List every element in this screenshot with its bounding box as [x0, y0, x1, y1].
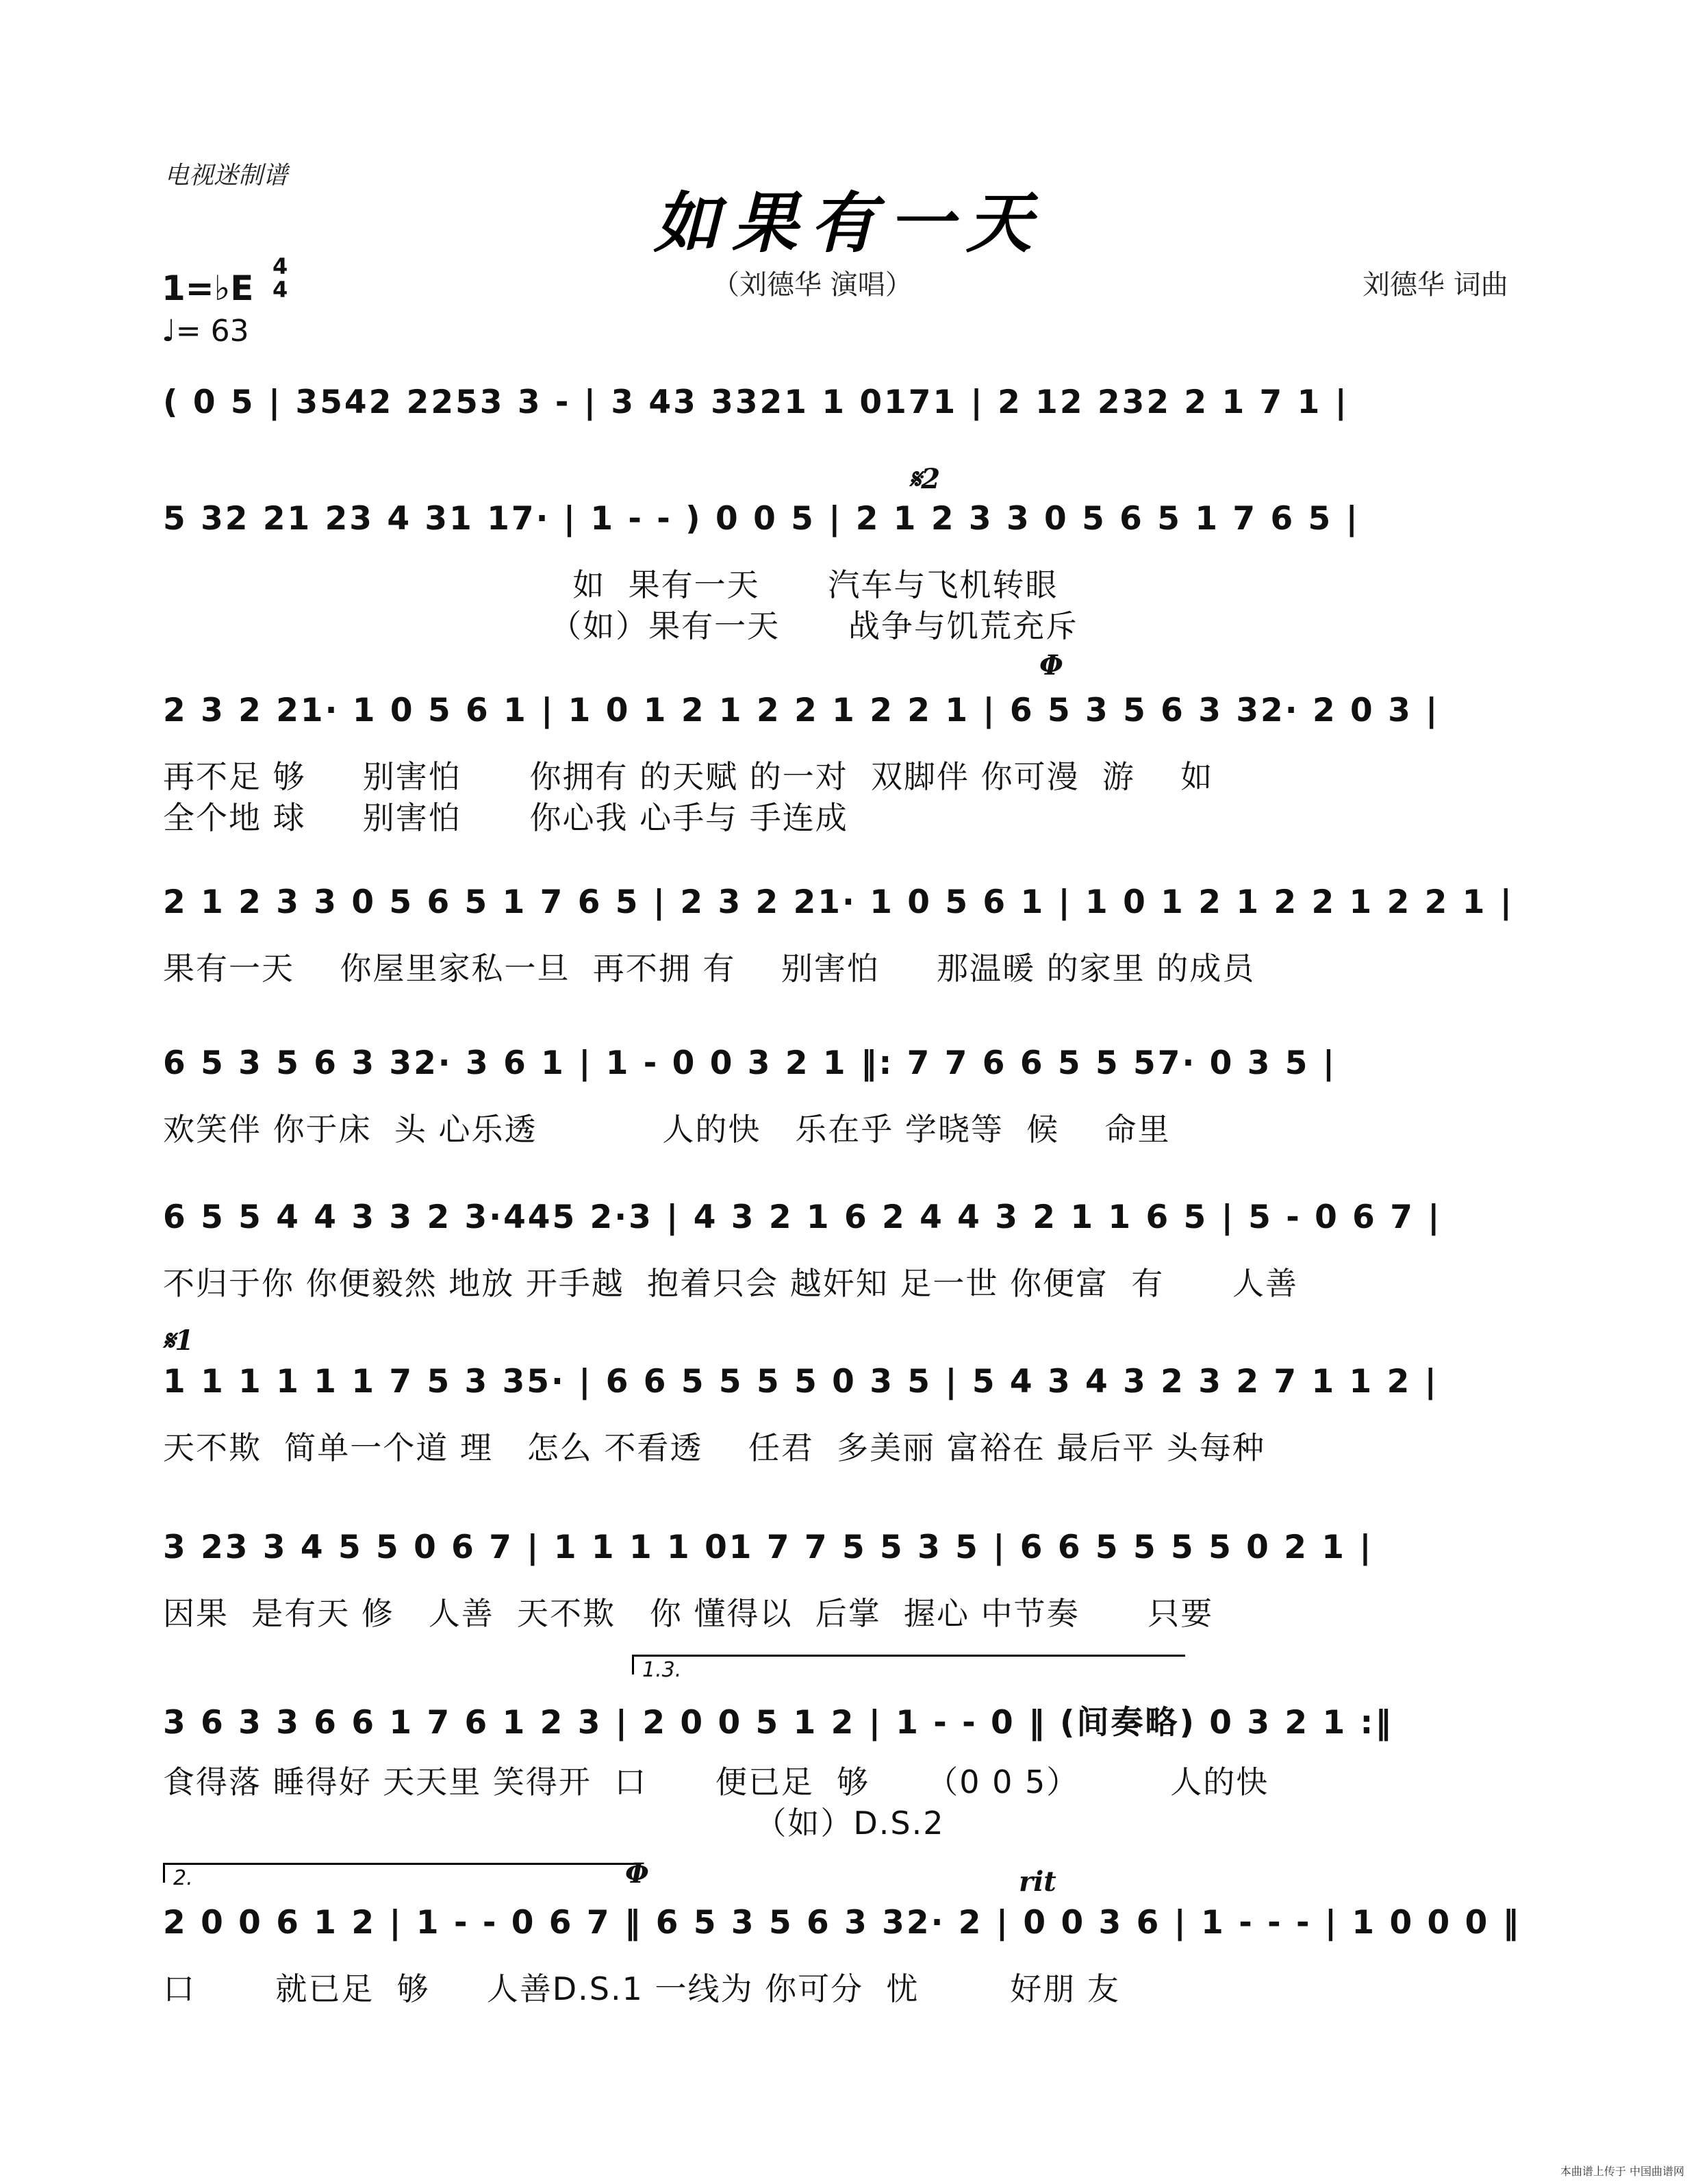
notation-line: 2 3 2 21· 1 0 5 6 1 | 1 0 1 2 1 2 2 1 2 2 1 | 6 5 3 5 6 3 32· 2 0 3 | [163, 692, 1440, 729]
performer: （刘德华 演唱） [712, 269, 913, 301]
ritardando-mark: rit [1019, 1866, 1056, 1898]
lyric-verse-2: 全个地 球 别害怕 你心我 心手与 手连成 [163, 799, 848, 836]
lyric-verse-2: （如）D.S.2 [163, 1805, 945, 1842]
lyric-verse-1: 如 果有一天 汽车与飞机转眼 [163, 566, 1059, 603]
notation-line: 6 5 5 4 4 3 3 2 3·445 2·3 | 4 3 2 1 6 2 4 4 3 2 1 1 6 5 | 5 - 0 6 7 | [163, 1198, 1442, 1236]
lyric-verse-1: 因果 是有天 修 人善 天不欺 你 懂得以 后掌 握心 中节奏 只要 [163, 1595, 1214, 1632]
song-title: 如果有一天 [654, 184, 1044, 262]
notation-line: 3 6 3 3 6 6 1 7 6 1 2 3 | 2 0 0 5 1 2 | 1 - - 0 ‖ (间奏略) 0 3 2 1 :‖ [163, 1704, 1393, 1742]
tempo-marking: ♩= 63 [162, 314, 249, 349]
composer-credit: 刘德华 词曲 [1363, 269, 1508, 301]
volta-bracket-1-3 [632, 1655, 1185, 1682]
lyric-verse-1: 果有一天 你屋里家私一旦 再不拥 有 别害怕 那温暖 的家里 的成员 [163, 950, 1256, 987]
lyric-verse-1: 欢笑伴 你于床 头 心乐透 人的快 乐在乎 学晓等 候 命里 [163, 1111, 1171, 1148]
segno-1-mark: 𝄋1 [163, 1325, 194, 1357]
volta-label: 2. [173, 1866, 193, 1890]
notation-line: 1 1 1 1 1 1 7 5 3 35· | 6 6 5 5 5 5 0 3 5 | 5 4 3 4 3 2 3 2 7 1 1 2 | [163, 1363, 1439, 1401]
meter-top: 4 [273, 253, 288, 279]
coda-mark: Φ [625, 1857, 649, 1890]
coda-mark: Φ [1039, 649, 1063, 681]
volta-bracket-2 [163, 1863, 637, 1890]
lyric-verse-1: 不归于你 你便毅然 地放 开手越 抱着只会 越奸知 足一世 你便富 有 人善 [163, 1265, 1298, 1302]
lyric-verse-1: 天不欺 简单一个道 理 怎么 不看透 任君 多美丽 富裕在 最后平 头每种 [163, 1429, 1265, 1466]
notation-line: 2 0 0 6 1 2 | 1 - - 0 6 7 ‖ 6 5 3 5 6 3 32· 2 | 0 0 3 6 | 1 - - - | 1 0 0 0 ‖ [163, 1904, 1521, 1942]
meter-bottom: 4 [273, 277, 288, 303]
key-signature: 1=♭E [162, 268, 254, 308]
notation-line: 6 5 3 5 6 3 32· 3 6 1 | 1 - 0 0 3 2 1 ‖: 7 7 6 6 5 5 57· 0 3 5 | [163, 1044, 1337, 1082]
time-signature [273, 255, 288, 301]
lyric-verse-2: （如）果有一天 战争与饥荒充斥 [163, 607, 1078, 644]
volta-label: 1.3. [642, 1658, 682, 1682]
notation-line: 3 23 3 4 5 5 0 6 7 | 1 1 1 1 01 7 7 5 5 3 5 | 6 6 5 5 5 5 0 2 1 | [163, 1529, 1373, 1566]
notation-line: 2 1 2 3 3 0 5 6 5 1 7 6 5 | 2 3 2 21· 1 0 5 6 1 | 1 0 1 2 1 2 2 1 2 2 1 | [163, 883, 1514, 921]
source-credit: 电视迷制谱 [164, 162, 288, 190]
lyric-verse-1: 食得落 睡得好 天天里 笑得开 口 便已足 够 （0 0 5） 人的快 [163, 1763, 1269, 1800]
footer-watermark: 本曲谱上传于 中国曲谱网 [1560, 2165, 1684, 2178]
lyric-verse-1: 口 就已足 够 人善D.S.1 一线为 你可分 忧 好朋 友 [163, 1970, 1120, 2007]
lyric-verse-1: 再不足 够 别害怕 你拥有 的天赋 的一对 双脚伴 你可漫 游 如 [163, 758, 1214, 795]
notation-line: 5 32 21 23 4 31 17· | 1 - - ) 0 0 5 | 2 1 2 3 3 0 5 6 5 1 7 6 5 | [163, 500, 1360, 538]
segno-2-mark: 𝄋2 [909, 463, 941, 495]
notation-line: ( 0 5 | 3542 2253 3 - | 3 43 3321 1 0171 | 2 12 232 2 1 7 1 | [163, 384, 1349, 421]
